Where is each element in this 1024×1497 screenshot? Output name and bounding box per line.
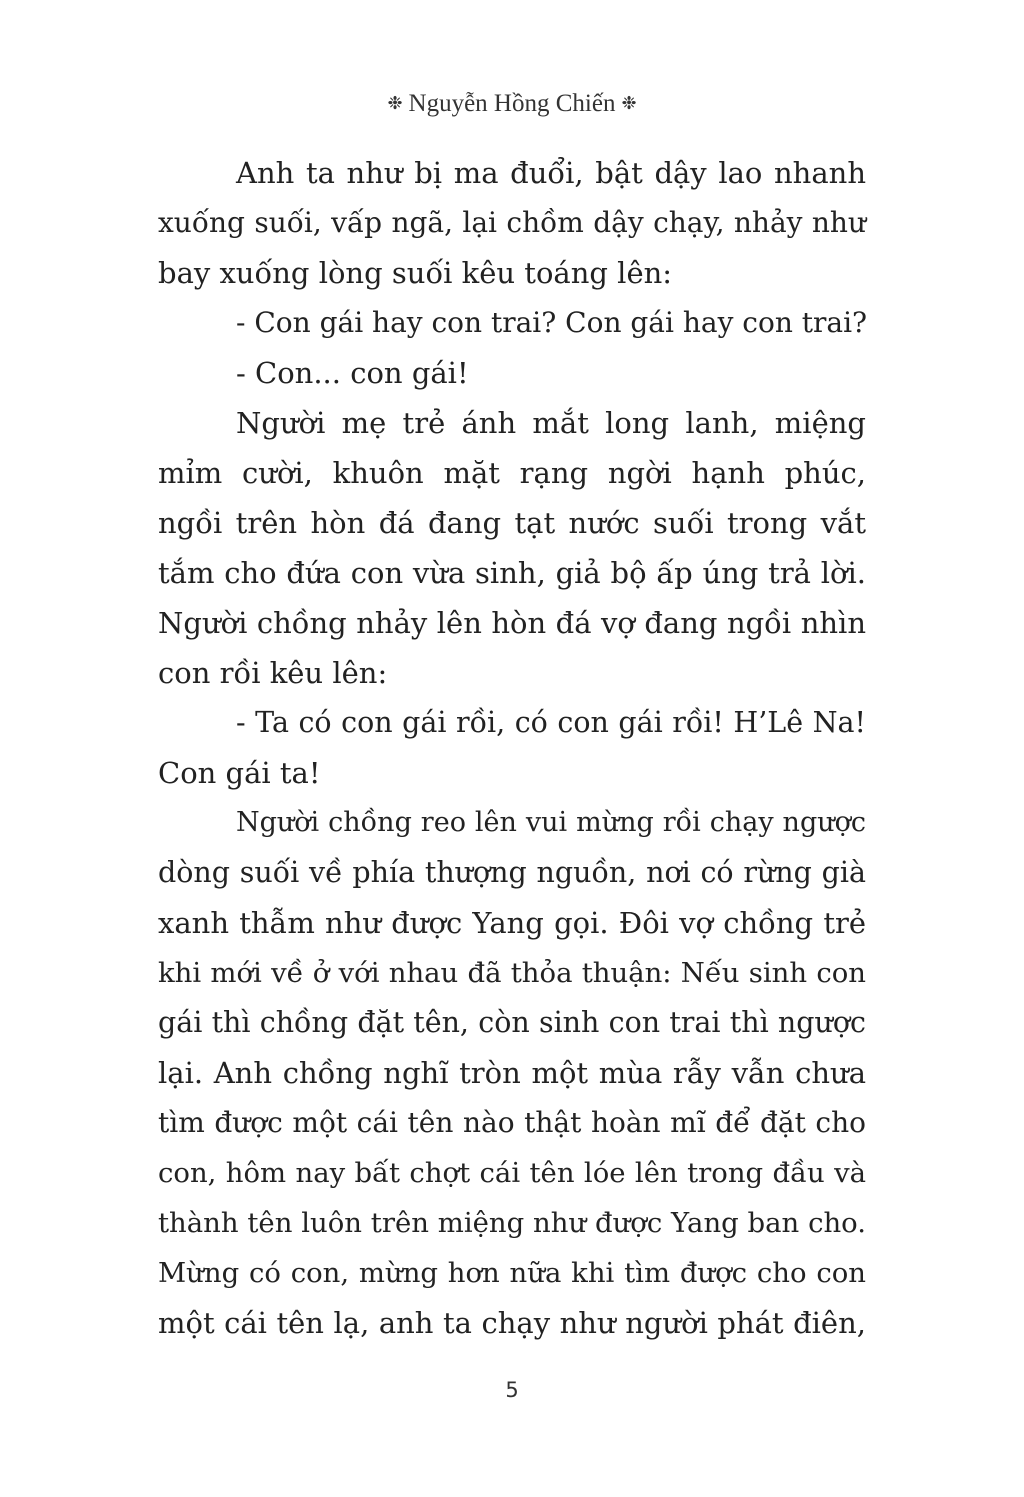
ornament-right-icon: ❉ (621, 93, 637, 113)
text-line: con rồi kêu lên: (158, 656, 388, 690)
text-line: bay xuống lòng suối kêu toáng lên: (158, 256, 673, 290)
text-line: ngồi trên hòn đá đang tạt nước suối trong vắt (158, 506, 866, 540)
dialogue-line: - Ta có con gái rồi, có con gái rồi! H’Lê Na! (236, 706, 866, 739)
dialogue-line: - Con gái hay con trai? Con gái hay con trai? (236, 306, 868, 339)
text-line: Người chồng nhảy lên hòn đá vợ đang ngồi nhìn (158, 606, 866, 640)
text-line: xuống suối, vấp ngã, lại chồm dậy chạy, nhảy như (158, 206, 866, 239)
text-line: con, hôm nay bất chợt cái tên lóe lên trong đầu và (158, 1157, 866, 1189)
text-line: tìm được một cái tên nào thật hoàn mĩ để đặt cho (158, 1106, 866, 1139)
page-number: 5 (505, 1378, 519, 1402)
text-line: Người chồng reo lên vui mừng rồi chạy ngược (236, 807, 866, 838)
text-line: Người mẹ trẻ ánh mắt long lanh, miệng (236, 406, 866, 440)
text-line: khi mới về ở với nhau đã thỏa thuận: Nếu sinh con (158, 957, 866, 989)
text-line: lại. Anh chồng nghĩ tròn một mùa rẫy vẫn chưa (158, 1056, 866, 1090)
text-line: một cái tên lạ, anh ta chạy như người phát điên, (158, 1306, 866, 1340)
ornament-left-icon: ❉ (387, 93, 403, 113)
text-line: gái thì chồng đặt tên, còn sinh con trai thì ngược (158, 1006, 866, 1039)
text-line: thành tên luôn trên miệng như được Yang ban cho. (158, 1207, 866, 1239)
text-line: dòng suối về phía thượng nguồn, nơi có rừng già (158, 856, 866, 889)
text-line: Mừng có con, mừng hơn nữa khi tìm được cho con (158, 1257, 866, 1289)
text-line: tắm cho đứa con vừa sinh, giả bộ ấp úng trả lời. (158, 556, 866, 590)
text-line: mỉm cười, khuôn mặt rạng ngời hạnh phúc, (158, 456, 866, 490)
running-header (0, 90, 1024, 118)
dialogue-line: Con gái ta! (158, 756, 321, 790)
dialogue-line: - Con... con gái! (236, 356, 469, 390)
text-line: xanh thẫm như được Yang gọi. Đôi vợ chồng trẻ (158, 906, 866, 940)
author-name: Nguyễn Hồng Chiến (408, 90, 616, 117)
text-line: Anh ta như bị ma đuổi, bật dậy lao nhanh (236, 156, 866, 190)
